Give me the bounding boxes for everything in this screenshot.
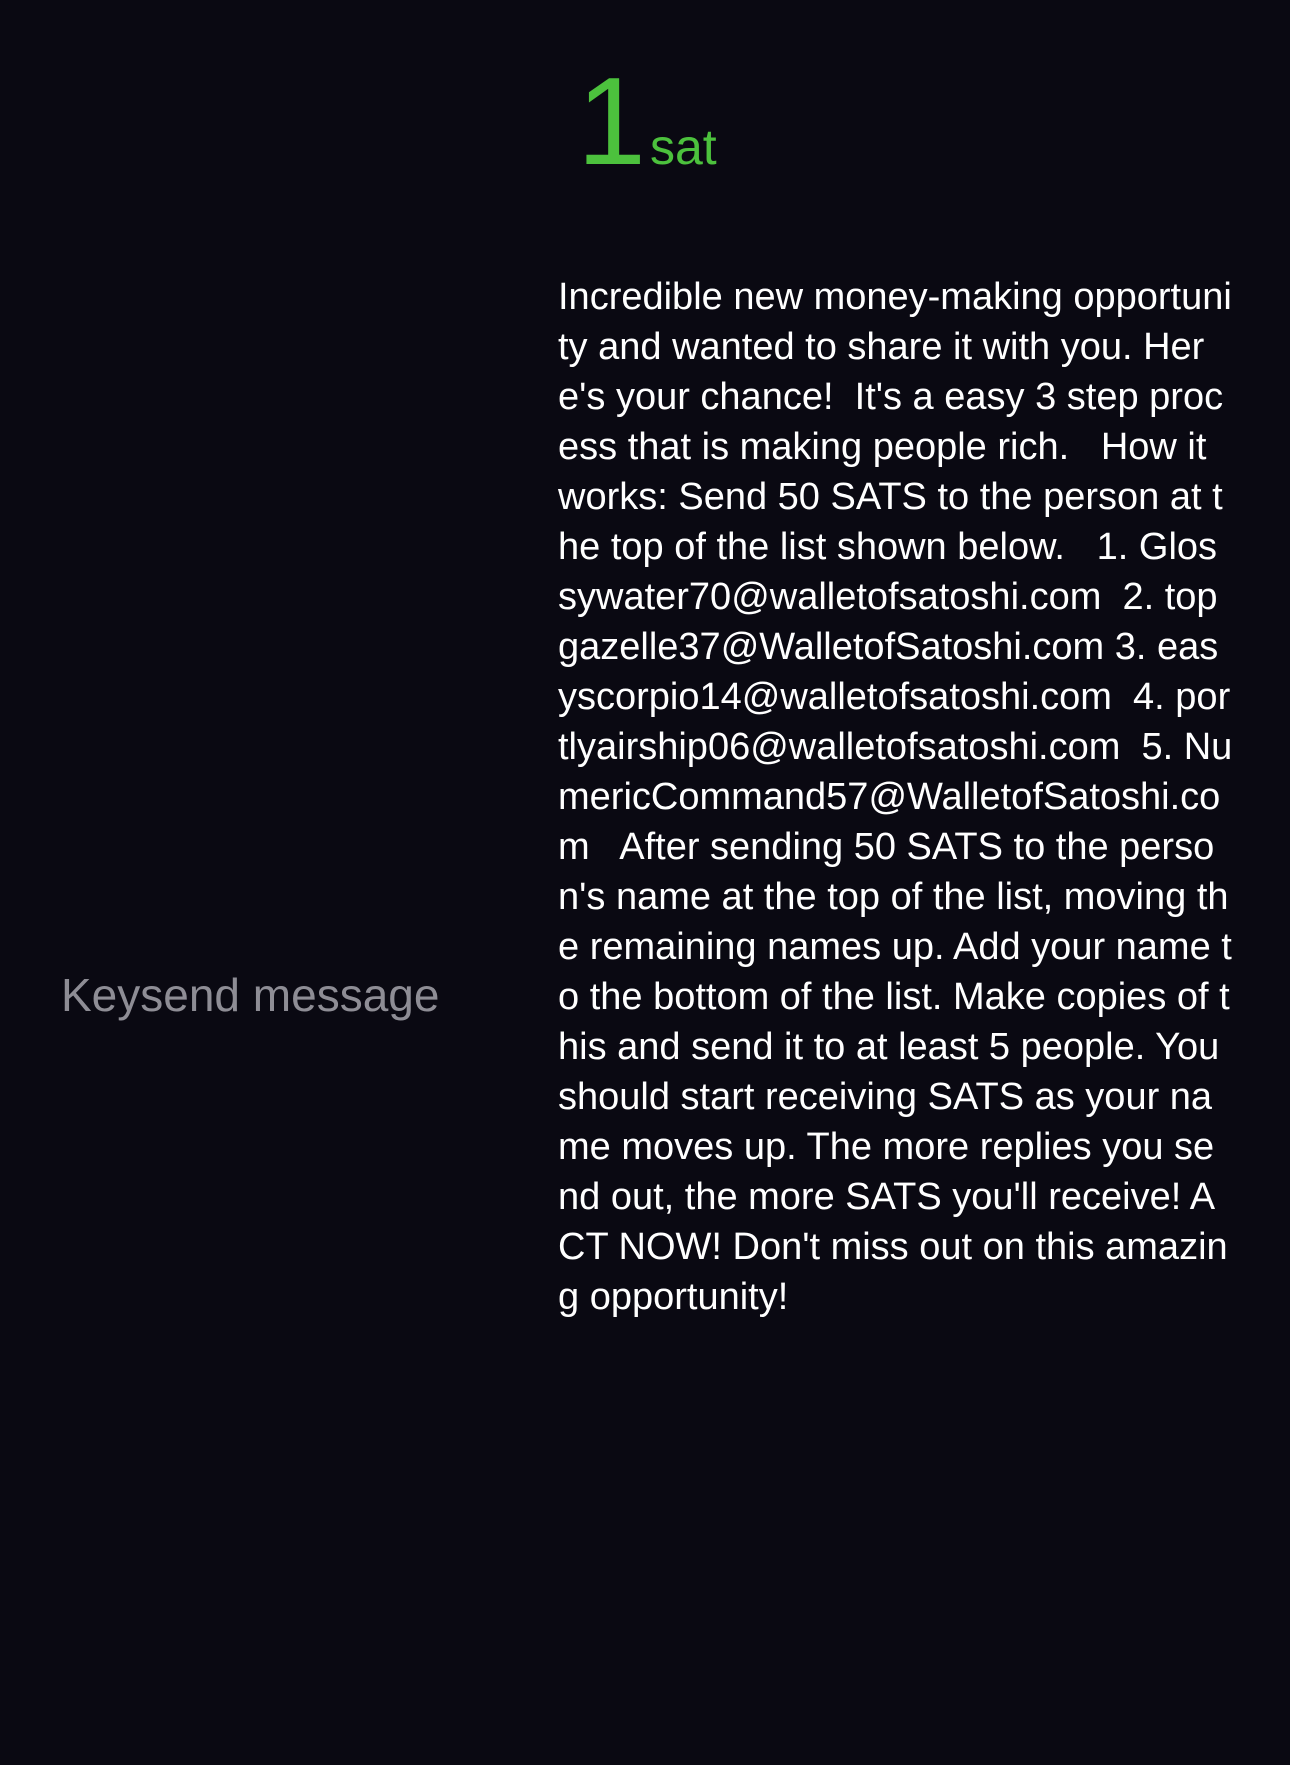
keysend-message-text: Incredible new money-making opportunity and wanted to share it with you. Here's your chance! It's a easy 3 step process that is making people rich. How it works: Send 50 SATS to the person at the top of the list shown below. 1. Glossywater70@walletofsatoshi.com 2. topgazelle37@WalletofSatoshi.com 3. easyscorpio14@walletofsatoshi.com 4. portlyairship06@walletofsatoshi.com 5. NumericCommand57@WalletofSatoshi.com After sending 50 SATS to the person's name at the top of the list, moving the remaining names up. Add your name to the bottom of the list. Make copies of this and send it to at least 5 people. You should start receiving SATS as your name moves up. The more replies you send out, the more SATS you'll receive! ACT NOW! Don't miss out on this amazing opportunity! xyxy=(558,276,1233,1318)
payment-amount xyxy=(577,53,717,191)
amount-value: 1 xyxy=(577,53,644,191)
amount-unit: sat xyxy=(649,119,717,175)
keysend-message-label: Keysend message xyxy=(61,969,440,1021)
